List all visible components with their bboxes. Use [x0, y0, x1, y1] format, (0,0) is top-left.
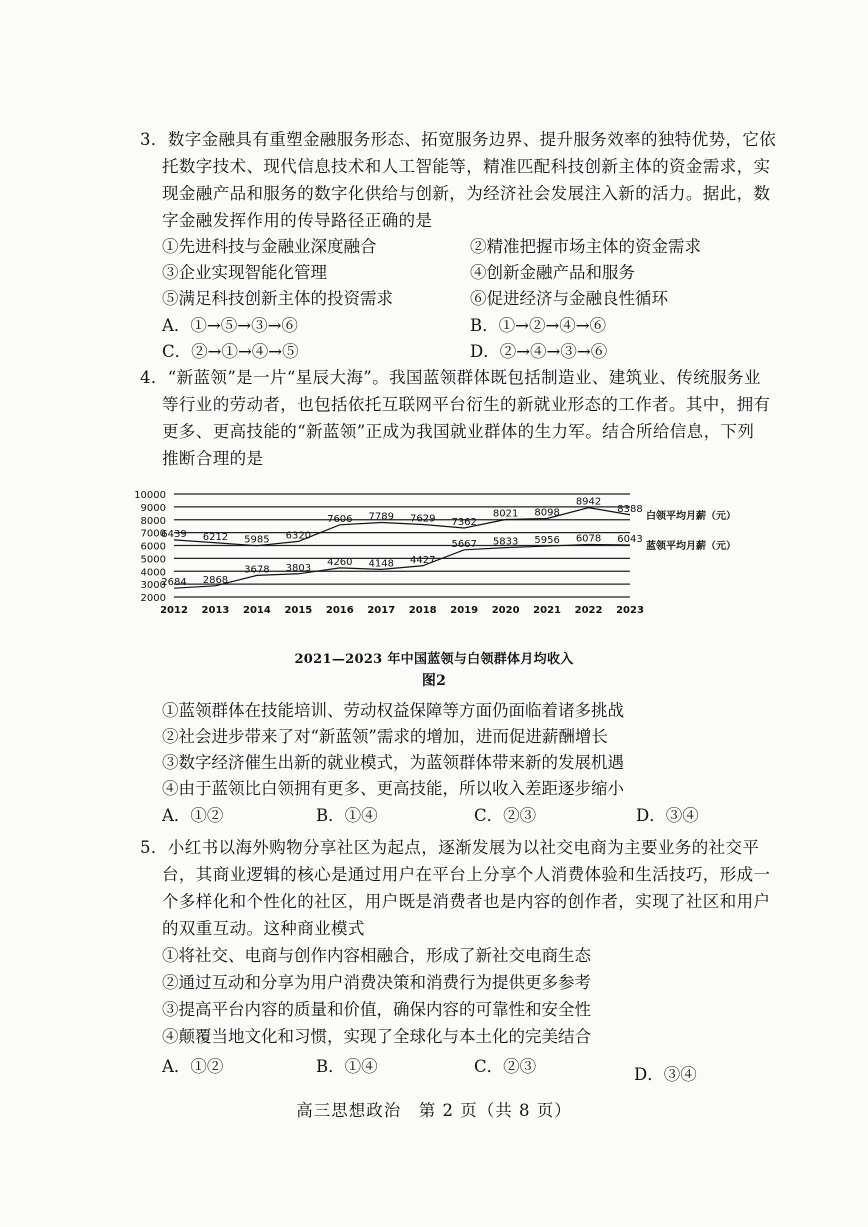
legend-label: 蓝领平均月薪（元） [646, 540, 736, 552]
data-label: 4148 [368, 558, 394, 570]
data-label: 8098 [534, 507, 560, 519]
data-label: 3678 [244, 564, 270, 576]
data-label: 4260 [327, 556, 353, 568]
y-tick-label: 9000 [140, 502, 166, 514]
series-line [174, 544, 630, 588]
data-label: 3803 [285, 562, 312, 574]
q4-item-1: ①蓝领群体在技能培训、劳动权益保障等方面仍面临着诸多挑战 [162, 701, 624, 720]
q3-choice-d[interactable]: D．②→④→③→⑥ [470, 342, 608, 361]
data-label: 5833 [492, 536, 519, 548]
q3-item-2: ②精准把握市场主体的资金需求 [470, 237, 701, 256]
data-label: 7629 [410, 513, 436, 525]
q5-item-1: ①将社交、电商与创作内容相融合，形成了新社交电商生态 [162, 946, 591, 965]
page-footer: 高三思想政治 第 2 页（共 8 页） [296, 1101, 572, 1120]
q5-stem-line-1: 5．小红书以海外购物分享社区为起点，逐渐发展为以社交电商为主要业务的社交平 [140, 838, 760, 857]
q3-choice-c[interactable]: C．②→①→④→⑤ [162, 342, 299, 361]
data-label: 5956 [534, 535, 560, 547]
q3-stem-line-3: 现金融产品和服务的数字化供给与创新，为经济社会发展注入新的活力。据此，数 [162, 184, 771, 203]
q5-choice-d[interactable]: D．③④ [634, 1065, 697, 1084]
y-tick-label: 4000 [140, 567, 166, 579]
series-line [174, 508, 630, 546]
q5-item-4: ④颠覆当地文化和习惯，实现了全球化与本土化的完美结合 [162, 1027, 591, 1046]
x-tick-label: 2017 [367, 605, 396, 616]
x-tick-label: 2023 [616, 605, 644, 616]
q4-item-3: ③数字经济催生出新的就业模式，为蓝领群体带来新的发展机遇 [162, 753, 624, 772]
q3-item-1: ①先进科技与金融业深度融合 [162, 237, 377, 256]
chart-svg [130, 484, 750, 624]
q3-stem-line-1: 3．数字金融具有重塑金融服务形态、拓宽服务边界、提升服务效率的独特优势，它依 [140, 130, 777, 149]
data-label: 7606 [327, 513, 353, 525]
y-tick-label: 2000 [140, 593, 166, 604]
y-tick-label: 5000 [140, 554, 166, 566]
data-label: 6043 [617, 533, 643, 545]
y-tick-label: 7000 [140, 528, 166, 540]
q4-item-4: ④由于蓝领比白领拥有更多、更高技能，所以收入差距逐步缩小 [162, 779, 624, 798]
q4-item-2: ②社会进步带来了对“新蓝领”需求的增加，进而促进薪酬增长 [162, 727, 608, 746]
q3-choice-b[interactable]: B．①→②→④→⑥ [470, 316, 607, 335]
data-label: 6439 [161, 528, 187, 540]
x-tick-label: 2014 [242, 605, 271, 616]
q5-item-3: ③提高平台内容的质量和价值，确保内容的可靠性和安全性 [162, 1000, 591, 1019]
q3-stem-line-2: 托数字技术、现代信息技术和人工智能等，精准匹配科技创新主体的资金需求，实 [162, 157, 771, 176]
q4-stem-line-3: 更多、更高技能的“新蓝领”正成为我国就业群体的生力军。结合所给信息，下列 [162, 422, 755, 441]
x-tick-label: 2018 [408, 605, 437, 616]
data-label: 6078 [575, 533, 602, 545]
q4-stem-line-4: 推断合理的是 [162, 449, 264, 468]
q3-item-4: ④创新金融产品和服务 [470, 263, 635, 282]
y-tick-label: 6000 [140, 541, 166, 553]
data-label: 7362 [451, 516, 477, 528]
q5-choice-c[interactable]: C．②③ [474, 1057, 537, 1076]
y-tick-label: 10000 [134, 490, 166, 501]
data-label: 5667 [451, 538, 477, 550]
data-label: 8388 [617, 503, 643, 515]
q3-stem-line-4: 字金融发挥作用的传导路径正确的是 [162, 211, 433, 230]
x-tick-label: 2015 [284, 605, 313, 616]
data-label: 4427 [410, 554, 436, 566]
q4-stem-line-2: 等行业的劳动者，也包括依托互联网平台衍生的新就业形态的工作者。其中，拥有 [162, 395, 771, 414]
data-label: 7789 [368, 511, 394, 523]
q3-item-3: ③企业实现智能化管理 [162, 263, 327, 282]
q4-choice-d[interactable]: D．③④ [636, 806, 699, 825]
x-tick-label: 2022 [574, 605, 603, 616]
y-tick-label: 3000 [140, 580, 166, 592]
data-label: 8942 [575, 496, 602, 508]
q3-item-5: ⑤满足科技创新主体的投资需求 [162, 289, 393, 308]
q3-item-6: ⑥促进经济与金融良性循环 [470, 289, 668, 308]
q5-stem-line-3: 个多样化和个性化的社区，用户既是消费者也是内容的创作者，实现了社区和用户 [162, 892, 771, 911]
x-tick-label: 2021 [533, 605, 562, 616]
legend-label: 白领平均月薪（元） [646, 510, 736, 522]
q5-item-2: ②通过互动和分享为用户消费决策和消费行为提供更多参考 [162, 973, 591, 992]
income-line-chart [130, 484, 750, 624]
x-tick-label: 2019 [450, 605, 479, 616]
x-tick-label: 2012 [160, 605, 188, 616]
figure-label: 图2 [421, 673, 447, 689]
data-label: 5985 [244, 534, 270, 546]
q4-choice-b[interactable]: B．①④ [316, 806, 378, 825]
x-tick-label: 2016 [325, 605, 354, 616]
data-label: 8021 [492, 508, 519, 520]
q3-choice-a[interactable]: A．①→⑤→③→⑥ [162, 316, 298, 335]
x-tick-label: 2020 [491, 605, 520, 616]
data-label: 6320 [285, 530, 312, 542]
data-label: 2868 [202, 574, 229, 586]
q5-stem-line-2: 台，其商业逻辑的核心是通过用户在平台上分享个人消费体验和生活技巧，形成一 [162, 865, 771, 884]
q4-choice-c[interactable]: C．②③ [474, 806, 537, 825]
q5-choice-b[interactable]: B．①④ [316, 1057, 378, 1076]
q5-choice-a[interactable]: A．①② [162, 1057, 224, 1076]
q4-stem-line-1: 4．“新蓝领”是一片“星辰大海”。我国蓝领群体既包括制造业、建筑业、传统服务业 [140, 368, 761, 387]
y-tick-label: 8000 [140, 515, 166, 527]
q5-stem-line-4: 的双重互动。这种商业模式 [162, 919, 365, 938]
chart-caption: 2021—2023 年中国蓝领与白领群体月均收入 [294, 652, 574, 667]
data-label: 6212 [202, 531, 229, 543]
q4-choice-a[interactable]: A．①② [162, 806, 224, 825]
x-tick-label: 2013 [201, 605, 230, 616]
data-label: 2684 [161, 577, 187, 589]
